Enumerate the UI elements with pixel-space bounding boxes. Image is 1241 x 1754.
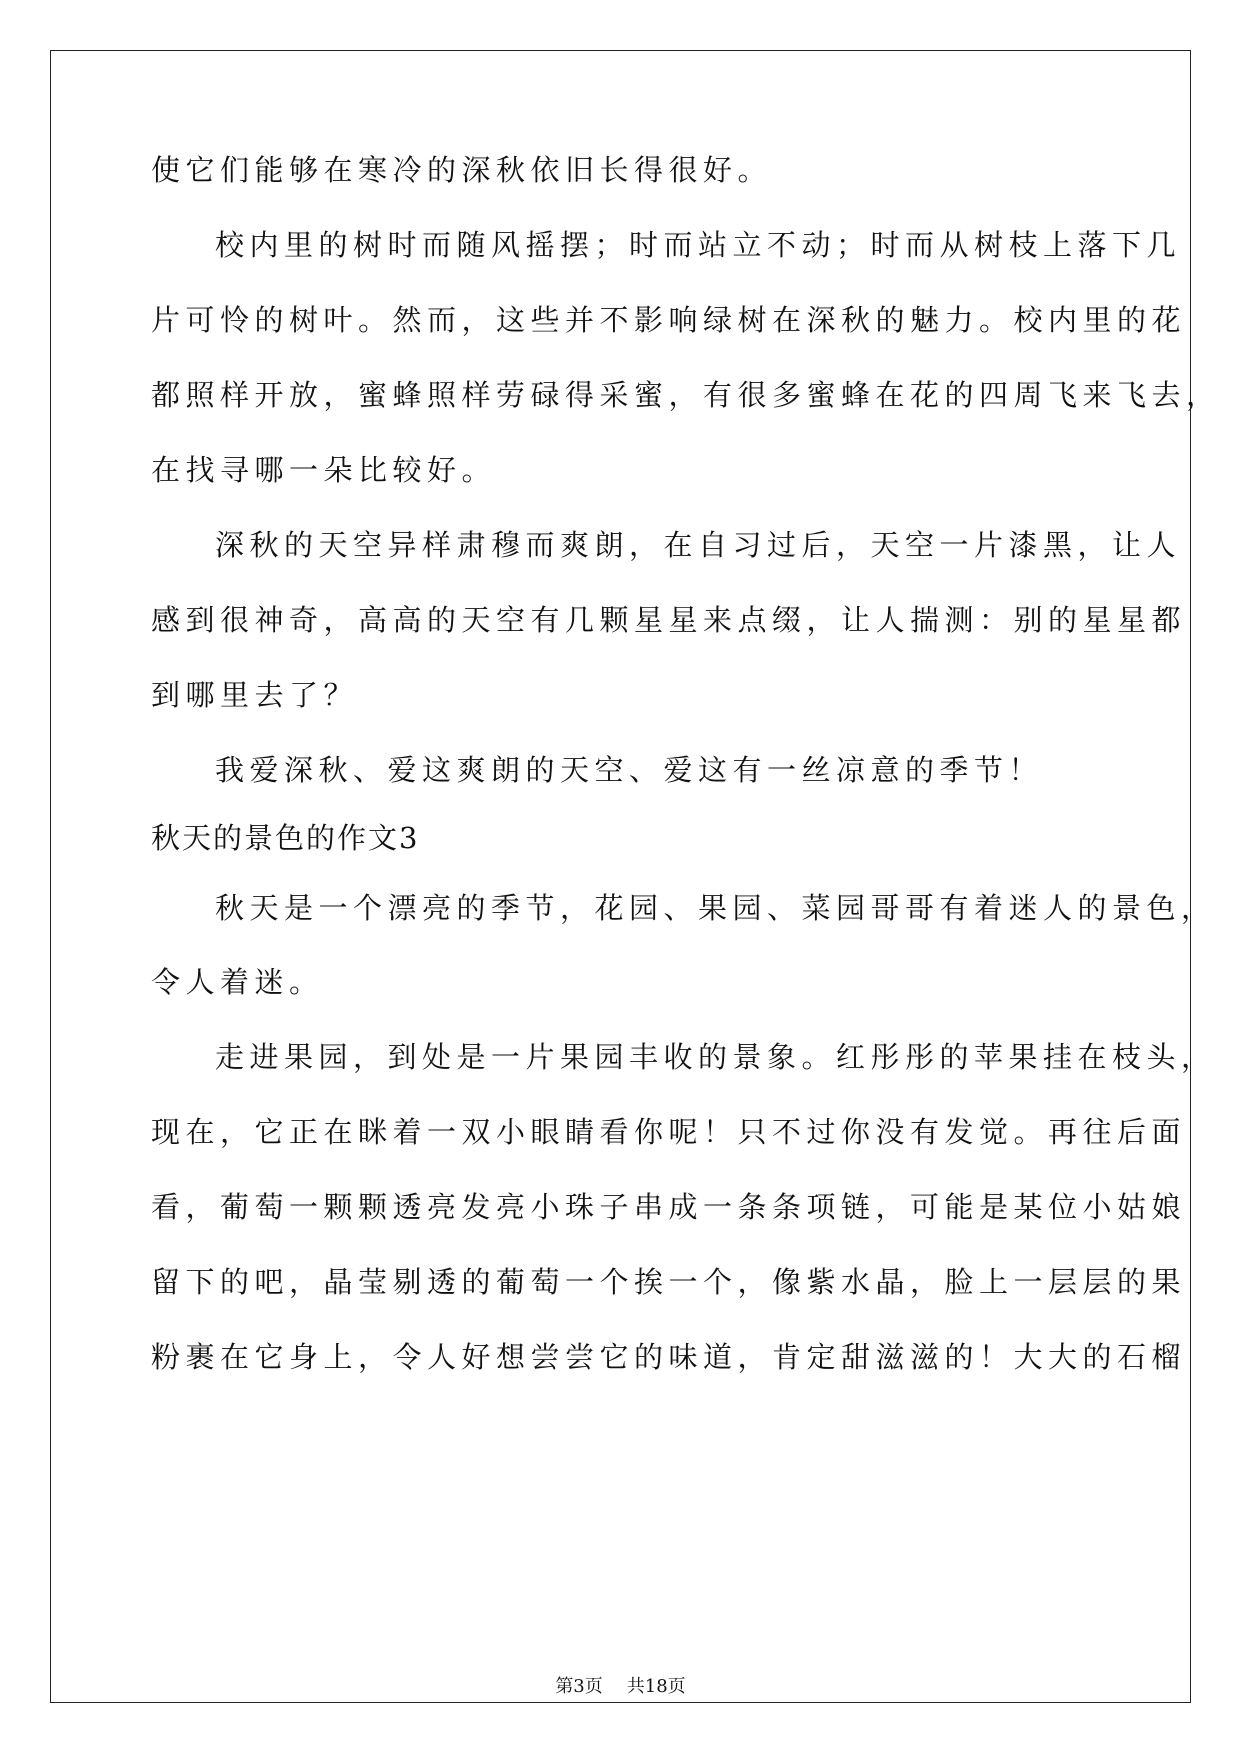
paragraph-start-line: 校内里的树时而随风摇摆；时而站立不动；时而从树枝上落下几 bbox=[215, 228, 1182, 262]
paragraph-start-line: 秋天是一个漂亮的季节，花园、果园、菜园哥哥有着迷人的景色， bbox=[215, 891, 1216, 925]
section-heading: 秋天的景色的作文3 bbox=[151, 821, 420, 855]
text-line: 粉裹在它身上，令人好想尝尝它的味道，肯定甜滋滋的！大大的石榴 bbox=[151, 1340, 1187, 1374]
text-line: 都照样开放，蜜蜂照样劳碌得采蜜，有很多蜜蜂在花的四周飞来飞去， bbox=[151, 378, 1221, 412]
text-line: 感到很神奇，高高的天空有几颗星星来点缀，让人揣测：别的星星都 bbox=[151, 603, 1187, 637]
paragraph-start-line: 深秋的天空异样肃穆而爽朗，在自习过后，天空一片漆黑，让人 bbox=[215, 528, 1182, 562]
paragraph-start-line: 我爱深秋、爱这爽朗的天空、爱这有一丝凉意的季节！ bbox=[215, 753, 1044, 787]
page-total: 共18页 bbox=[626, 1676, 686, 1697]
text-line: 令人着迷。 bbox=[151, 965, 324, 999]
text-line: 看，葡萄一颗颗透亮发亮小珠子串成一条条项链，可能是某位小姑娘 bbox=[151, 1190, 1187, 1224]
page-border bbox=[50, 50, 1191, 1703]
text-line: 留下的吧，晶莹剔透的葡萄一个挨一个，像紫水晶，脸上一层层的果 bbox=[151, 1265, 1187, 1299]
text-line: 使它们能够在寒冷的深秋依旧长得很好。 bbox=[151, 153, 773, 187]
page-number: 第3页 bbox=[555, 1676, 603, 1697]
text-line: 片可怜的树叶。然而，这些并不影响绿树在深秋的魅力。校内里的花 bbox=[151, 303, 1187, 337]
text-line: 现在，它正在眯着一双小眼睛看你呢！只不过你没有发觉。再往后面 bbox=[151, 1115, 1187, 1149]
text-line: 到哪里去了？ bbox=[151, 678, 359, 712]
page-footer bbox=[0, 1675, 1241, 1699]
text-line: 在找寻哪一朵比较好。 bbox=[151, 453, 497, 487]
paragraph-start-line: 走进果园，到处是一片果园丰收的景象。红彤彤的苹果挂在枝头， bbox=[215, 1040, 1216, 1074]
